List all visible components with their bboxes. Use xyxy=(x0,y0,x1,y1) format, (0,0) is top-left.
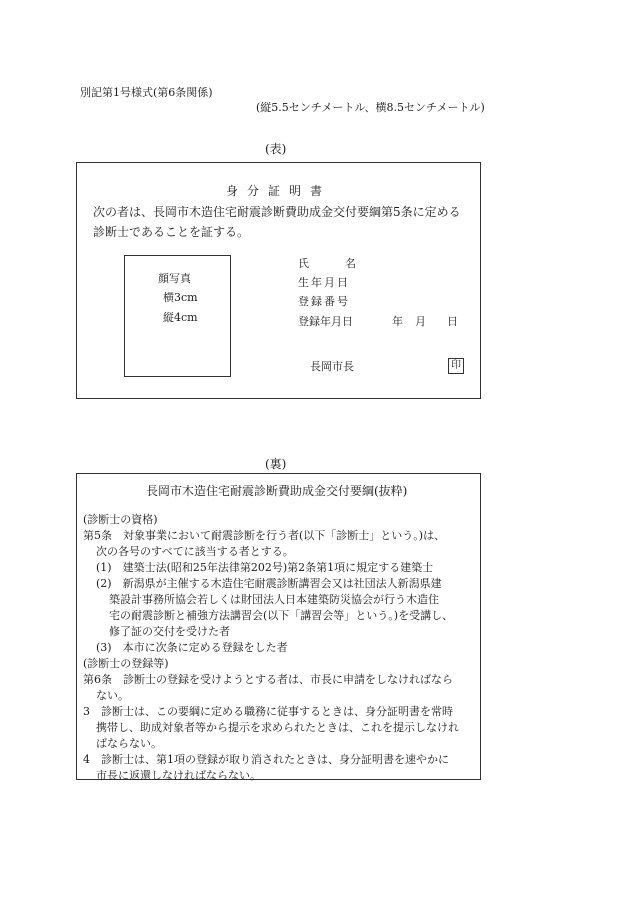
regulation-line: 市長に返還しなければならない。 xyxy=(96,769,261,782)
regulation-line: 携帯し、助成対象者等から提示を求められたときは、これを提示しなけれ xyxy=(96,721,459,734)
size-note: (縦5.5センチメートル、横8.5センチメートル) xyxy=(256,101,485,114)
date-month-unit: 月 xyxy=(415,315,426,328)
regulation-line: 3 診断士は、この要綱に定める職務に従事するときは、身分証明書を常時 xyxy=(83,705,453,718)
regulation-line: 築設計事務所協会若しくは財団法人日本建築防災協会が行う木造住 xyxy=(109,593,439,606)
field-name-label xyxy=(298,257,356,271)
issuer-name: 長岡市長 xyxy=(310,360,354,373)
certificate-body-line-2: 診断士であることを証する。 xyxy=(93,225,250,239)
regulation-line: 次の各号のすべてに該当する者とする。 xyxy=(96,545,294,558)
photo-width-note: 横3cm xyxy=(163,291,198,304)
regulation-line: (診断士の登録等) xyxy=(83,657,169,670)
regulation-line: (1) 建築士法(昭和25年法律第202号)第2条第1項に規定する建築士 xyxy=(96,561,434,574)
regulation-line: (診断士の資格) xyxy=(83,513,158,526)
certificate-title: 身分証明書 xyxy=(226,184,332,198)
photo-height-note: 縦4cm xyxy=(163,311,198,324)
regulation-line: 第5条 対象事業において耐震診断を行う者(以下「診断士」という。)は、 xyxy=(83,529,446,542)
photo-caption: 顔写真 xyxy=(158,272,191,285)
registration-date-parts xyxy=(392,315,458,329)
seal-stamp-box: 印 xyxy=(448,358,464,374)
regulation-line: 4 診断士は、第1項の登録が取り消されたときは、身分証明書を速やかに xyxy=(83,753,449,766)
regulation-title: 長岡市木造住宅耐震診断費助成金交付要綱(抜粋) xyxy=(146,484,408,498)
field-registration-number-label: 登録番号 xyxy=(298,295,350,308)
regulation-line: ばならない。 xyxy=(96,737,162,750)
front-side-label: (表) xyxy=(265,142,287,156)
regulation-line: 宅の耐震診断と補強方法講習会(以下「講習会等」という。)を受講し、 xyxy=(109,609,454,622)
certificate-body-line-1: 次の者は、長岡市木造住宅耐震診断費助成金交付要綱第5条に定める xyxy=(93,205,461,219)
date-day-unit: 日 xyxy=(447,315,458,328)
regulation-line: 第6条 診断士の登録を受けようとする者は、市長に申請をしなければなら xyxy=(83,673,453,686)
regulation-line: (3) 本市に次条に定める登録をした者 xyxy=(96,641,288,654)
regulation-line: ない。 xyxy=(96,689,129,702)
back-side-label: (裏) xyxy=(265,457,287,471)
field-birthdate-label: 生年月日 xyxy=(298,276,350,289)
date-year-unit: 年 xyxy=(392,315,403,328)
regulation-line: (2) 新潟県が主催する木造住宅耐震診断講習会又は社団法人新潟県建 xyxy=(96,577,442,590)
field-name-label-b: 名 xyxy=(345,257,356,270)
field-name-label-a: 氏 xyxy=(298,257,309,270)
field-registration-date-label: 登録年月日 xyxy=(298,315,353,328)
regulation-line: 修了証の交付を受けた者 xyxy=(109,625,230,638)
form-label: 別記第1号様式(第6条関係) xyxy=(80,86,213,99)
